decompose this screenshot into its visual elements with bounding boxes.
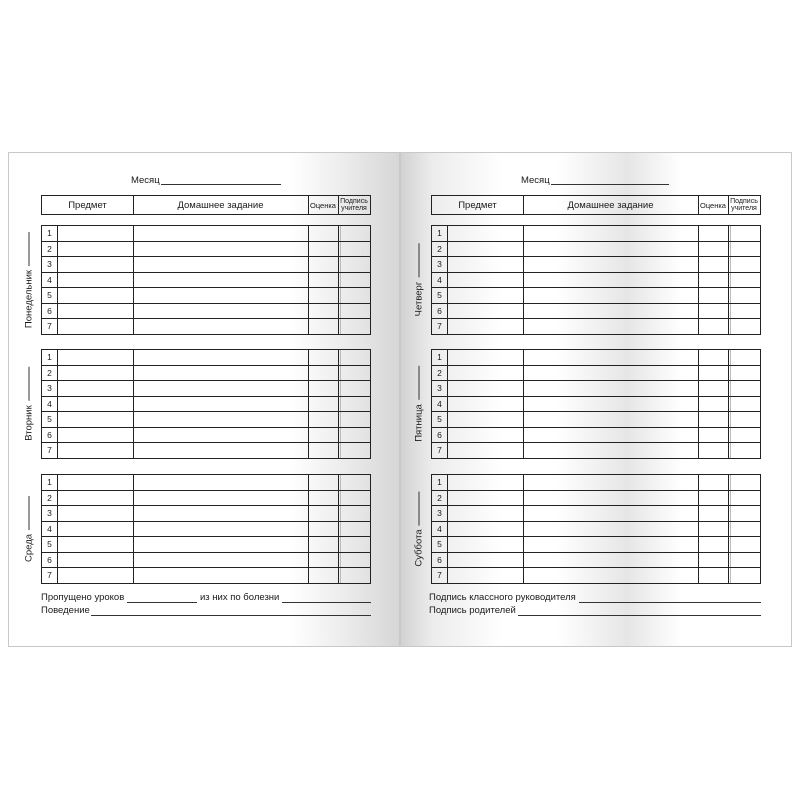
table-header: [41, 195, 371, 215]
class-teacher-signature-line: [579, 602, 761, 603]
row-number: 7: [432, 443, 448, 458]
day-label-monday-wrap: [19, 225, 39, 335]
subject-cell-divider: [133, 350, 134, 365]
table-header: [431, 195, 761, 215]
month-field-line: [551, 184, 669, 185]
row-number: 3: [42, 506, 58, 521]
subject-cell-divider: [133, 553, 134, 568]
month-label: Месяц: [131, 175, 160, 186]
homework-cell-divider: [308, 257, 309, 272]
left-page: [8, 152, 400, 647]
table-row: [431, 288, 761, 304]
header-subject: Предмет: [42, 196, 134, 214]
homework-cell-divider: [698, 319, 699, 334]
day-label-tuesday: Вторник: [23, 405, 35, 441]
row-number: 3: [432, 257, 448, 272]
subject-cell-divider: [523, 475, 524, 490]
homework-cell-divider: [698, 443, 699, 458]
subject-cell-divider: [523, 304, 524, 319]
day-label-monday: Понедельник: [23, 269, 35, 329]
table-row: [41, 412, 371, 428]
day-block-wednesday: [41, 474, 371, 584]
row-number: 2: [42, 242, 58, 257]
grade-cell-divider: [338, 568, 339, 583]
row-number: 7: [42, 443, 58, 458]
parents-signature-label: Подпись родителей: [429, 605, 516, 616]
subject-cell-divider: [133, 288, 134, 303]
homework-cell-divider: [698, 475, 699, 490]
grade-cell-divider: [338, 381, 339, 396]
signature-cell-divider: [340, 397, 341, 412]
table-row: [41, 537, 371, 553]
subject-cell-divider: [133, 506, 134, 521]
homework-cell-divider: [698, 304, 699, 319]
grade-cell-divider: [338, 428, 339, 443]
row-number: 4: [42, 522, 58, 537]
day-block-friday: [431, 349, 761, 459]
header-teacher-signature: Подпись учителя: [340, 197, 368, 212]
header-grade: Оценка: [308, 196, 339, 214]
day-block-thursday: [431, 225, 761, 335]
homework-cell-divider: [308, 366, 309, 381]
signature-cell-divider: [730, 412, 731, 427]
signature-cell-divider: [730, 537, 731, 552]
homework-cell-divider: [308, 397, 309, 412]
grade-cell-divider: [728, 273, 729, 288]
table-row: [41, 242, 371, 258]
sick-lessons-label: из них по болезни: [200, 592, 280, 603]
table-row: [41, 366, 371, 382]
table-row: [431, 491, 761, 507]
signature-cell-divider: [730, 397, 731, 412]
grade-cell-divider: [728, 350, 729, 365]
grade-cell-divider: [338, 506, 339, 521]
row-number: 5: [42, 412, 58, 427]
table-row: [41, 506, 371, 522]
subject-cell-divider: [133, 475, 134, 490]
signature-cell-divider: [340, 304, 341, 319]
table-row: [431, 257, 761, 273]
row-number: 6: [432, 553, 448, 568]
table-row: [431, 553, 761, 569]
grade-cell-divider: [338, 412, 339, 427]
signature-cell-divider: [730, 475, 731, 490]
signature-cell-divider: [340, 475, 341, 490]
subject-cell-divider: [133, 568, 134, 583]
signature-cell-divider: [730, 319, 731, 334]
day-label-thursday-wrap: [409, 225, 429, 335]
grade-cell-divider: [728, 475, 729, 490]
homework-cell-divider: [698, 491, 699, 506]
right-page: [400, 152, 792, 647]
homework-cell-divider: [698, 226, 699, 241]
row-number: 7: [432, 568, 448, 583]
table-row: [431, 568, 761, 584]
day-label-saturday: Суббота: [413, 529, 425, 567]
grade-cell-divider: [338, 397, 339, 412]
table-row: [41, 381, 371, 397]
homework-cell-divider: [308, 553, 309, 568]
homework-cell-divider: [698, 428, 699, 443]
signature-cell-divider: [730, 381, 731, 396]
subject-cell-divider: [523, 350, 524, 365]
signature-cell-divider: [730, 350, 731, 365]
row-number: 6: [42, 304, 58, 319]
signature-cell-divider: [730, 226, 731, 241]
day-label-wednesday-wrap: [19, 474, 39, 584]
header-subject: Предмет: [432, 196, 524, 214]
table-row: [41, 288, 371, 304]
grade-cell-divider: [728, 412, 729, 427]
grade-cell-divider: [338, 553, 339, 568]
signature-cell-divider: [340, 381, 341, 396]
subject-cell-divider: [523, 568, 524, 583]
signature-cell-divider: [730, 522, 731, 537]
row-number: 6: [42, 553, 58, 568]
table-row: [431, 522, 761, 538]
subject-cell-divider: [523, 553, 524, 568]
signature-cell-divider: [730, 288, 731, 303]
homework-cell-divider: [698, 350, 699, 365]
subject-cell-divider: [523, 443, 524, 458]
subject-cell-divider: [523, 319, 524, 334]
row-number: 4: [432, 397, 448, 412]
grade-cell-divider: [728, 242, 729, 257]
homework-cell-divider: [308, 412, 309, 427]
row-number: 6: [432, 428, 448, 443]
grade-cell-divider: [338, 242, 339, 257]
subject-cell-divider: [523, 242, 524, 257]
subject-cell-divider: [133, 319, 134, 334]
subject-cell-divider: [133, 428, 134, 443]
homework-cell-divider: [308, 568, 309, 583]
behavior-label: Поведение: [41, 605, 90, 616]
subject-cell-divider: [133, 397, 134, 412]
subject-cell-divider: [133, 381, 134, 396]
grade-cell-divider: [728, 428, 729, 443]
grade-cell-divider: [728, 537, 729, 552]
table-row: [41, 443, 371, 459]
signature-cell-divider: [340, 350, 341, 365]
header-homework: Домашнее задание: [133, 196, 309, 214]
row-number: 5: [432, 537, 448, 552]
homework-cell-divider: [308, 273, 309, 288]
grade-cell-divider: [338, 522, 339, 537]
signature-cell-divider: [340, 257, 341, 272]
signature-cell-divider: [340, 319, 341, 334]
table-row: [431, 428, 761, 444]
table-row: [41, 553, 371, 569]
signature-cell-divider: [730, 257, 731, 272]
row-number: 3: [432, 381, 448, 396]
grade-cell-divider: [338, 273, 339, 288]
row-number: 4: [432, 522, 448, 537]
homework-cell-divider: [698, 288, 699, 303]
table-row: [431, 319, 761, 335]
grade-cell-divider: [728, 288, 729, 303]
header-homework: Домашнее задание: [523, 196, 699, 214]
table-row: [41, 257, 371, 273]
grade-cell-divider: [728, 491, 729, 506]
signature-cell-divider: [340, 288, 341, 303]
grade-cell-divider: [338, 443, 339, 458]
day-label-thursday: Четверг: [413, 281, 425, 317]
subject-cell-divider: [133, 412, 134, 427]
row-number: 2: [432, 491, 448, 506]
missed-lessons-label: Пропущено уроков: [41, 592, 125, 603]
signature-cell-divider: [340, 242, 341, 257]
homework-cell-divider: [308, 443, 309, 458]
table-row: [431, 474, 761, 491]
grade-cell-divider: [338, 304, 339, 319]
row-number: 4: [42, 273, 58, 288]
homework-cell-divider: [698, 381, 699, 396]
grade-cell-divider: [728, 568, 729, 583]
table-row: [41, 428, 371, 444]
homework-cell-divider: [308, 506, 309, 521]
subject-cell-divider: [523, 226, 524, 241]
homework-cell-divider: [308, 304, 309, 319]
day-label-friday-wrap: [409, 349, 429, 459]
signature-cell-divider: [730, 443, 731, 458]
homework-cell-divider: [698, 242, 699, 257]
signature-cell-divider: [730, 366, 731, 381]
behavior-line: [91, 615, 371, 616]
grade-cell-divider: [338, 226, 339, 241]
homework-cell-divider: [698, 257, 699, 272]
subject-cell-divider: [133, 257, 134, 272]
table-row: [41, 349, 371, 366]
signature-cell-divider: [730, 491, 731, 506]
grade-cell-divider: [728, 553, 729, 568]
table-row: [431, 537, 761, 553]
table-row: [41, 273, 371, 289]
grade-cell-divider: [338, 257, 339, 272]
subject-cell-divider: [523, 522, 524, 537]
month-field-line: [161, 184, 281, 185]
homework-cell-divider: [698, 366, 699, 381]
table-row: [41, 225, 371, 242]
missed-lessons-line: [127, 602, 197, 603]
homework-cell-divider: [308, 288, 309, 303]
row-number: 1: [432, 226, 448, 241]
row-number: 1: [42, 350, 58, 365]
grade-cell-divider: [338, 475, 339, 490]
grade-cell-divider: [728, 381, 729, 396]
homework-cell-divider: [698, 397, 699, 412]
grade-cell-divider: [338, 537, 339, 552]
subject-cell-divider: [523, 428, 524, 443]
signature-cell-divider: [340, 366, 341, 381]
table-row: [431, 381, 761, 397]
subject-cell-divider: [133, 443, 134, 458]
row-number: 1: [42, 226, 58, 241]
homework-cell-divider: [308, 226, 309, 241]
row-number: 1: [432, 475, 448, 490]
signature-cell-divider: [340, 506, 341, 521]
table-row: [431, 225, 761, 242]
row-number: 2: [42, 491, 58, 506]
homework-cell-divider: [698, 273, 699, 288]
signature-cell-divider: [730, 553, 731, 568]
day-label-friday: Пятница: [413, 404, 425, 442]
table-row: [41, 568, 371, 584]
table-row: [431, 443, 761, 459]
table-row: [431, 273, 761, 289]
subject-cell-divider: [133, 537, 134, 552]
homework-cell-divider: [308, 491, 309, 506]
homework-cell-divider: [308, 428, 309, 443]
signature-cell-divider: [340, 443, 341, 458]
row-number: 2: [432, 242, 448, 257]
day-block-saturday: [431, 474, 761, 584]
signature-cell-divider: [730, 304, 731, 319]
grade-cell-divider: [728, 304, 729, 319]
row-number: 7: [42, 319, 58, 334]
header-grade: Оценка: [698, 196, 729, 214]
grade-cell-divider: [338, 491, 339, 506]
subject-cell-divider: [523, 381, 524, 396]
row-number: 5: [42, 288, 58, 303]
row-number: 1: [432, 350, 448, 365]
day-block-tuesday: [41, 349, 371, 459]
table-row: [431, 304, 761, 320]
signature-cell-divider: [340, 412, 341, 427]
signature-cell-divider: [730, 506, 731, 521]
row-number: 2: [42, 366, 58, 381]
table-row: [41, 522, 371, 538]
subject-cell-divider: [523, 288, 524, 303]
row-number: 5: [432, 288, 448, 303]
sick-lessons-line: [282, 602, 371, 603]
homework-cell-divider: [698, 553, 699, 568]
signature-cell-divider: [340, 226, 341, 241]
table-row: [431, 366, 761, 382]
subject-cell-divider: [133, 522, 134, 537]
signature-cell-divider: [340, 553, 341, 568]
grade-cell-divider: [728, 443, 729, 458]
homework-cell-divider: [308, 381, 309, 396]
day-block-monday: [41, 225, 371, 335]
grade-cell-divider: [338, 319, 339, 334]
grade-cell-divider: [728, 506, 729, 521]
subject-cell-divider: [133, 242, 134, 257]
row-number: 7: [432, 319, 448, 334]
row-number: 5: [432, 412, 448, 427]
signature-cell-divider: [340, 428, 341, 443]
month-label: Месяц: [521, 175, 550, 186]
row-number: 3: [432, 506, 448, 521]
day-label-tuesday-wrap: [19, 349, 39, 459]
signature-cell-divider: [340, 568, 341, 583]
homework-cell-divider: [308, 475, 309, 490]
subject-cell-divider: [133, 366, 134, 381]
subject-cell-divider: [523, 366, 524, 381]
homework-cell-divider: [308, 537, 309, 552]
homework-cell-divider: [698, 506, 699, 521]
day-label-saturday-wrap: [409, 474, 429, 584]
row-number: 7: [42, 568, 58, 583]
day-label-wednesday: Среда: [23, 533, 35, 563]
subject-cell-divider: [523, 397, 524, 412]
signature-cell-divider: [340, 537, 341, 552]
row-number: 6: [42, 428, 58, 443]
row-number: 1: [42, 475, 58, 490]
subject-cell-divider: [133, 304, 134, 319]
subject-cell-divider: [523, 491, 524, 506]
row-number: 3: [42, 381, 58, 396]
subject-cell-divider: [523, 257, 524, 272]
homework-cell-divider: [308, 522, 309, 537]
signature-cell-divider: [340, 522, 341, 537]
homework-cell-divider: [308, 319, 309, 334]
table-row: [431, 397, 761, 413]
parents-signature-line: [518, 615, 761, 616]
table-row: [41, 319, 371, 335]
homework-cell-divider: [698, 537, 699, 552]
grade-cell-divider: [728, 397, 729, 412]
homework-cell-divider: [308, 350, 309, 365]
grade-cell-divider: [338, 366, 339, 381]
table-row: [41, 304, 371, 320]
signature-cell-divider: [730, 428, 731, 443]
subject-cell-divider: [523, 412, 524, 427]
table-row: [41, 491, 371, 507]
row-number: 6: [432, 304, 448, 319]
homework-cell-divider: [698, 412, 699, 427]
grade-cell-divider: [728, 522, 729, 537]
signature-cell-divider: [340, 491, 341, 506]
row-number: 4: [42, 397, 58, 412]
subject-cell-divider: [523, 273, 524, 288]
row-number: 3: [42, 257, 58, 272]
table-row: [431, 349, 761, 366]
signature-cell-divider: [730, 242, 731, 257]
grade-cell-divider: [338, 288, 339, 303]
signature-cell-divider: [730, 273, 731, 288]
grade-cell-divider: [338, 350, 339, 365]
subject-cell-divider: [523, 506, 524, 521]
row-number: 4: [432, 273, 448, 288]
table-row: [41, 397, 371, 413]
table-row: [431, 242, 761, 258]
homework-cell-divider: [308, 242, 309, 257]
subject-cell-divider: [523, 537, 524, 552]
grade-cell-divider: [728, 226, 729, 241]
table-row: [41, 474, 371, 491]
homework-cell-divider: [698, 522, 699, 537]
header-teacher-signature: Подпись учителя: [730, 197, 758, 212]
row-number: 2: [432, 366, 448, 381]
grade-cell-divider: [728, 319, 729, 334]
row-number: 5: [42, 537, 58, 552]
grade-cell-divider: [728, 366, 729, 381]
homework-cell-divider: [698, 568, 699, 583]
grade-cell-divider: [728, 257, 729, 272]
table-row: [431, 412, 761, 428]
signature-cell-divider: [340, 273, 341, 288]
table-row: [431, 506, 761, 522]
subject-cell-divider: [133, 226, 134, 241]
subject-cell-divider: [133, 273, 134, 288]
class-teacher-signature-label: Подпись классного руководителя: [429, 592, 576, 603]
subject-cell-divider: [133, 491, 134, 506]
signature-cell-divider: [730, 568, 731, 583]
